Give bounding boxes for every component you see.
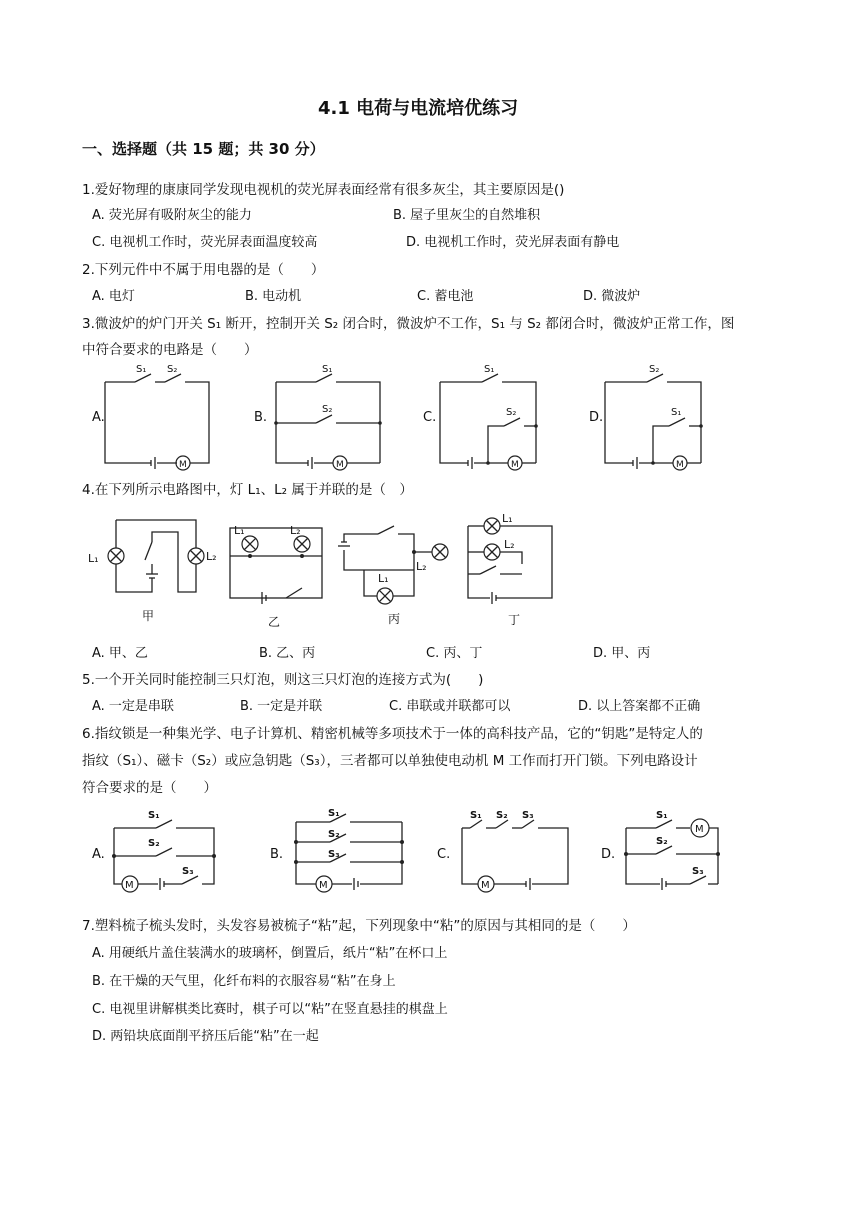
q5-option-c: C. 串联或并联都可以 [389,699,511,714]
q3-circuit-a [105,360,215,475]
svg-text:M: M [676,460,684,470]
q1-option-d: D. 电视机工作时，荧光屏表面有静电 [406,235,620,250]
question-3-stem-line1: 3.微波炉的炉门开关 S₁ 断开，控制开关 S₂ 闭合时，微波炉不工作，S₁ 与 S₂ 都闭合时，微波炉正常工作，图 [82,316,735,332]
svg-text:S₂: S₂ [148,838,160,849]
q5-option-b: B. 一定是并联 [240,699,323,714]
q7-option-b: B. 在干燥的天气里，化纤布料的衣服容易“粘”在身上 [92,974,396,989]
svg-text:S₂: S₂ [506,407,517,418]
question-7-stem: 7.塑料梳子梳头发时，头发容易被梳子“粘”起，下列现象中“粘”的原因与其相同的是（ ） [82,918,636,934]
q7-option-d: D. 两铅块底面削平挤压后能“粘”在一起 [92,1029,319,1044]
svg-text:L₁: L₁ [88,552,99,565]
q3-figure-label-d: D. [589,410,604,425]
q6-figure-label-d: D. [601,847,616,862]
svg-text:L₂: L₂ [206,550,217,563]
section-heading: 一、选择题（共 15 题；共 30 分） [82,140,325,158]
svg-text:S₃: S₃ [692,866,704,877]
q3-circuit-d [605,360,715,475]
svg-text:M: M [511,460,519,470]
q7-option-a: A. 用硬纸片盖住装满水的玻璃杯，倒置后，纸片“粘”在杯口上 [92,946,448,961]
q2-option-b: B. 电动机 [245,289,302,304]
question-2-stem: 2.下列元件中不属于用电器的是（ ） [82,262,325,278]
svg-text:S₁: S₁ [328,808,340,819]
question-6-stem-line3: 符合要求的是（ ） [82,780,217,796]
svg-text:M: M [179,460,187,470]
q1-option-b: B. 屋子里灰尘的自然堆积 [393,208,541,223]
q5-option-a: A. 一定是串联 [92,699,174,714]
svg-text:S₃: S₃ [328,849,340,860]
question-3-stem-line2: 中符合要求的电路是（ ） [82,342,258,358]
q1-option-a: A. 荧光屏有吸附灰尘的能力 [92,208,252,223]
svg-text:丙: 丙 [388,612,401,626]
q6-figure-label-a: A. [92,847,105,862]
svg-text:S₁: S₁ [148,810,160,821]
svg-text:甲: 甲 [142,609,155,623]
q2-option-c: C. 蓄电池 [417,289,474,304]
q6-circuit-a [108,806,244,902]
svg-text:S₃: S₃ [182,866,194,877]
svg-text:L₂: L₂ [290,524,301,537]
q2-option-a: A. 电灯 [92,289,135,304]
q4-circuit-jia [88,512,217,627]
q4-option-b: B. 乙、丙 [259,646,316,661]
q4-option-a: A. 甲、乙 [92,646,148,661]
q5-option-d: D. 以上答案都不正确 [578,699,701,714]
question-5-stem: 5.一个开关同时能控制三只灯泡，则这三只灯泡的连接方式为( ) [82,672,484,688]
q3-figure-label-c: C. [423,410,437,425]
q3-figure-label-b: B. [254,410,268,425]
question-6-stem-line1: 6.指纹锁是一种集光学、电子计算机、精密机械等多项技术于一体的高科技产品，它的“钥匙”是特定人的 [82,726,703,742]
svg-text:S₂: S₂ [322,404,333,415]
svg-text:乙: 乙 [268,615,281,629]
svg-text:S₁: S₁ [671,407,682,418]
q3-figure-label-a: A. [92,410,105,425]
q6-circuit-d [620,806,732,902]
svg-text:L₁: L₁ [502,512,513,525]
q6-circuit-c [456,806,584,902]
svg-text:S₂: S₂ [496,810,508,821]
svg-text:S₁: S₁ [322,364,333,375]
svg-text:S₂: S₂ [167,364,178,375]
q1-option-c: C. 电视机工作时，荧光屏表面温度较高 [92,235,318,250]
q4-circuit-yi [228,520,328,630]
svg-text:M: M [125,880,134,891]
q6-figure-label-b: B. [270,847,284,862]
q6-circuit-b [290,806,420,902]
svg-text:S₁: S₁ [136,364,147,375]
svg-text:S₂: S₂ [649,364,660,375]
svg-text:M: M [336,460,344,470]
q4-option-d: D. 甲、丙 [593,646,651,661]
question-1-stem: 1.爱好物理的康康同学发现电视机的荧光屏表面经常有很多灰尘，其主要原因是() [82,182,565,198]
page-title: 4.1 电荷与电流培优练习 [318,98,519,119]
q4-circuit-ding [462,512,562,630]
svg-text:L₂: L₂ [416,560,427,573]
question-6-stem-line2: 指纹（S₁）、磁卡（S₂）或应急钥匙（S₃），三者都可以单独使电动机 M 工作而打开门锁。下列电路设计 [82,753,698,769]
svg-text:L₂: L₂ [504,538,515,551]
q4-circuit-bing [338,520,453,630]
q4-option-c: C. 丙、丁 [426,646,483,661]
svg-text:丁: 丁 [508,613,521,627]
svg-text:M: M [481,880,490,891]
svg-text:L₁: L₁ [234,524,245,537]
svg-text:S₂: S₂ [656,836,668,847]
q3-circuit-c [440,360,550,475]
svg-text:S₁: S₁ [470,810,482,821]
q7-option-c: C. 电视里讲解棋类比赛时，棋子可以“粘”在竖直悬挂的棋盘上 [92,1002,448,1017]
svg-text:S₁: S₁ [484,364,495,375]
svg-text:S₂: S₂ [328,829,340,840]
svg-text:M: M [319,880,328,891]
svg-text:S₁: S₁ [656,810,668,821]
q6-figure-label-c: C. [437,847,451,862]
svg-text:L₁: L₁ [378,572,389,585]
svg-text:S₃: S₃ [522,810,534,821]
q3-circuit-b [276,360,386,475]
q2-option-d: D. 微波炉 [583,289,641,304]
question-4-stem: 4.在下列所示电路图中，灯 L₁、L₂ 属于并联的是（ ） [82,482,413,498]
svg-text:M: M [695,824,704,835]
